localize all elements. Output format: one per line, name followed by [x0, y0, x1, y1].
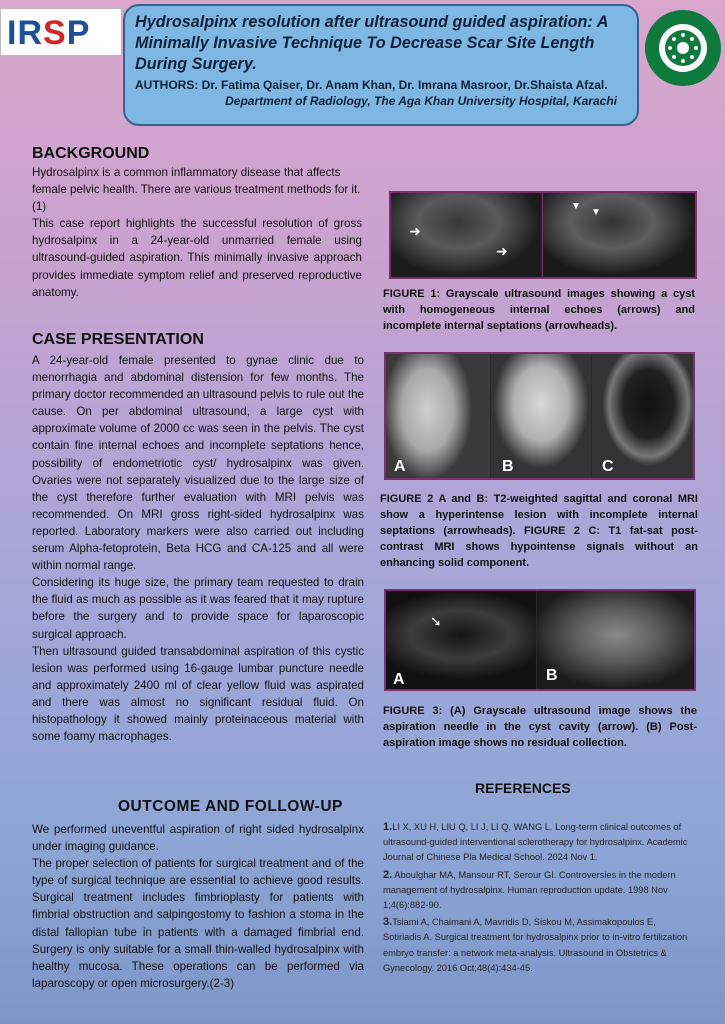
- arrowhead-icon: ▼: [571, 201, 581, 212]
- outcome-p2: The proper selection of patients for surgical treatment and of the type of surgical technique are essential to achieve good results. Surgical treatment includes fimbrioplasty for patients with fimbrial obstruction and salpingostomy to fashion a stoma in the distal fallopian tube in patients with a damaged fimbrial end. Surgery is only suitable for a small thin-walled hydrosalpinx with healthy mucosa. These operations can be performed via laparoscopy or open microsurgery.(2-3): [32, 857, 364, 990]
- background-heading: BACKGROUND: [32, 145, 150, 162]
- irsp-logo: [0, 8, 122, 56]
- authors-line: AUTHORS: Dr. Fatima Qaiser, Dr. Anam Khan, Dr. Imrana Masroor, Dr.Shaista Afzal.: [135, 78, 608, 92]
- background-p2: This case report highlights the successful resolution of gross hydrosalpinx in a 24-year-old unmarried female using ultrasound-guided aspiration. This minimally invasive approach provides immediate symptom relief and preserved reproductive anatomy.: [32, 217, 362, 299]
- figure-1-image: [389, 191, 697, 279]
- figure-2-label-b: B: [502, 458, 514, 475]
- department-line: Department of Radiology, The Aga Khan University Hospital, Karachi: [225, 94, 617, 108]
- outcome-heading: OUTCOME AND FOLLOW-UP: [118, 798, 343, 815]
- arrow-icon: ➘: [430, 613, 442, 629]
- reference-item: 1.LI X, XU H, LIU Q, LI J, LI Q, WANG L. Long-term clinical outcomes of ultrasound-guided interventional sclerotherapy for hydrosalpinx. Academic Journal of Chinese Pla Medical School. 2024 Nov 1.: [383, 821, 688, 863]
- poster-title: Hydrosalpinx resolution after ultrasound guided aspiration: A Minimally Invasive Technique To Decrease Scar Site Length During Surgery.: [135, 13, 608, 73]
- figure-1-caption: FIGURE 1: Grayscale ultrasound images showing a cyst with homogeneous internal echoes (arrows) and incomplete internal septations (arrowheads).: [383, 288, 695, 332]
- arrow-icon: ➜: [496, 243, 508, 259]
- figure-2-caption: FIGURE 2 A and B: T2-weighted sagittal and coronal MRI show a hyperintense lesion with incomplete internal septations (arrowheads). FIGURE 2 C: T1 fat-sat post-contrast MRI shows hypointense signals without an enhancing solid component.: [380, 493, 698, 569]
- reference-item: 3.Tsiami A, Chaimani A, Mavridis D, Siskou M, Assimakopoulos E, Sotiriadis A. Surgical treatment for hydrosalpinx prior to in-vitro fertilization embryo transfer: a network meta-analysis. Ultrasound in Obstetrics & Gynecology. 2016 Oct;48(4):434-45.: [383, 916, 688, 973]
- case-p2: Considering its huge size, the primary team requested to drain the fluid as much as possible as it was feared that it may rupture before the surgery and to provide space for laparoscopic surgical approach.: [32, 576, 364, 641]
- figure-3-caption: FIGURE 3: (A) Grayscale ultrasound image shows the aspiration needle in the cyst cavity (arrow). (B) Post-aspiration image shows no residual collection.: [383, 705, 697, 749]
- figure-2-label-a: A: [394, 458, 406, 475]
- case-text: [32, 352, 364, 745]
- aga-khan-university-logo: [643, 8, 723, 88]
- reference-item: 2. Aboulghar MA, Mansour RT, Serour GI. Controversies in the modern management of hydrosalpinx. Human reproduction update. 1998 Nov 1;4(6):882-90.: [383, 868, 676, 911]
- arrow-icon: ➜: [409, 223, 421, 239]
- references-heading: REFERENCES: [475, 780, 571, 796]
- irsp-logo-text: IRSP: [7, 14, 91, 52]
- title-banner: [123, 4, 639, 126]
- case-p3: Then ultrasound guided transabdominal aspiration of this cystic lesion was performed using 16-gauge lumbar puncture needle and approximately 2400 ml of clear yellow fluid was aspirated and there was almost no significant residual fluid. On histopathology it showed mainly proteinaceous material with some foamy macrophages.: [32, 644, 364, 744]
- case-heading: CASE PRESENTATION: [32, 331, 204, 348]
- figure-3-label-a: A: [393, 671, 405, 688]
- figure-2-label-c: C: [602, 458, 614, 475]
- figure-3-label-b: B: [546, 667, 558, 684]
- outcome-text: [32, 821, 364, 992]
- references-list: [383, 820, 695, 978]
- arrowhead-icon: ▼: [591, 207, 601, 218]
- case-p1: A 24-year-old female presented to gynae clinic due to menorrhagia and abdominal distension for few months. The primary doctor recommended an ultrasound pelvis to rule out the cause. On per abdominal ultrasound, a large cyst with approximate volume of 2000 cc was seen in the pelvis. The cyst contain fine internal echoes and incomplete septations hence, possibility of endometriotic cyst/ hydrosalpinx was given. Ovaries were not separately visualized due to the large size of the cyst therefore further evaluation with MRI pelvis was recommended. On MRI gross right-sided hydrosalpinx was reported. Laboratory markers were also carried out including serum Alpha-fetoprotein, Beta HCG and CA-125 and all were within normal range.: [32, 354, 364, 573]
- background-p1: Hydrosalpinx is a common inflammatory disease that affects female pelvic health. There are various treatment methods for it. (1): [32, 166, 361, 214]
- outcome-p1: We performed uneventful aspiration of right sided hydrosalpinx under imaging guidance.: [32, 823, 364, 854]
- background-text: [32, 164, 362, 301]
- figure-2-image: [384, 352, 695, 480]
- figure-3-image: [384, 589, 696, 691]
